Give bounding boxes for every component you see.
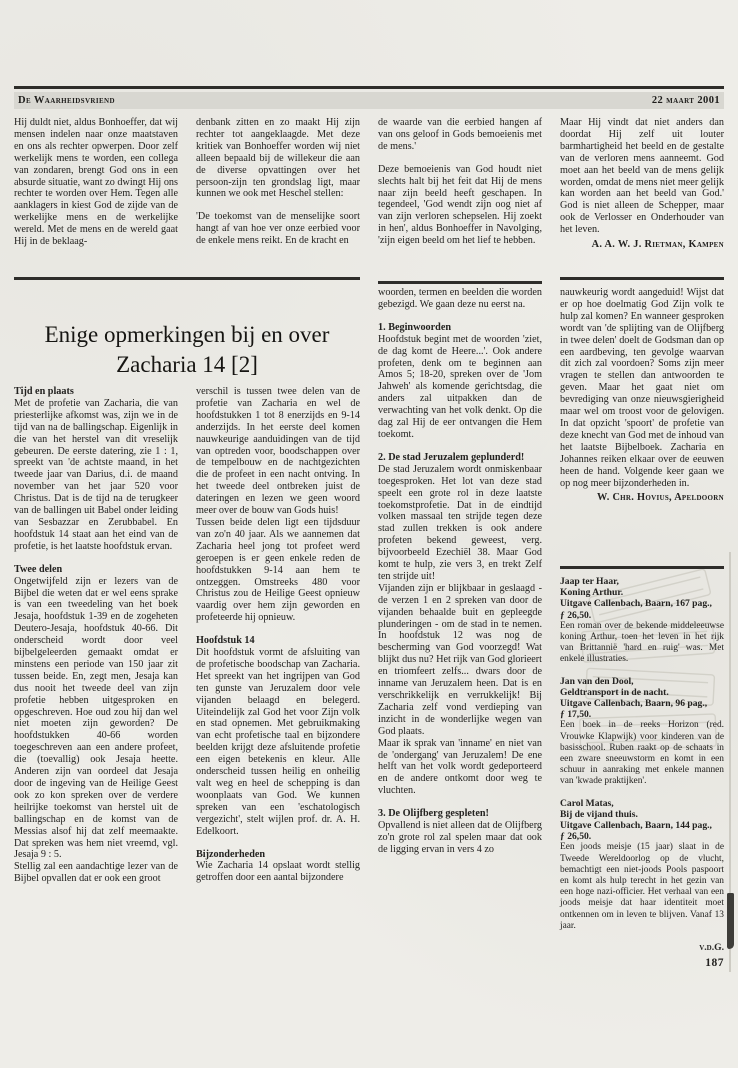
review-price: ƒ 26,50. (560, 609, 592, 621)
book-review (560, 676, 724, 788)
paragraph: verschil is tussen twee delen van de profetie van Zacharia en wel de hoofdstukken 1 tot 8 enerzijds en 9-14 anderzijds. In het eerste deel komen nauwkeurige aanduidingen van de tijd van optreden voor, boodschappen over de tempelbouw en de nachtgezichten die de profeet in een nacht ontving. In het tweede deel ontbreken juist de dateringen en lezen we geen woord meer over de bouw van Gods huis! (196, 386, 360, 517)
article-title (14, 320, 360, 380)
review-price: ƒ 17,50. (560, 709, 592, 721)
bonhoeffer-column-1 (14, 117, 178, 248)
masthead-top-rule (14, 86, 724, 89)
review-description: Een boek in de reeks Horizon (red. Vrouwke Klapwijk) voor kinderen van de basisschool. Ruben raakt op de schaats in een zware sneeuwstorm en komt in een schuur in aanraking met enkele mannen van 'kwade praktijken'. (560, 720, 724, 787)
divider-rule (560, 277, 724, 280)
paragraph: Met de profetie van Zacharia, die van priesterlijke afkomst was, zijn we in de tijd van na de ballingschap. Eigenlijk in die van het herstel van dit vreselijk gebeuren. De eerste datering, zie 1 : 1, spreekt van 'de achtste maand, in het tweede jaar van Darius, d.i. de maand november van het jaar 520 voor Christus. Dat is de tijd na de terugkeer van de ballingen uit Babel onder leiding van Sesbazzar en Zerubbabel. En hoofdstuk 14 staat aan het eind van de profetie, is het laatste hoofdstuk ervan. (14, 397, 178, 552)
section-heading: Tijd en plaats (14, 386, 74, 397)
bonhoeffer-column-3 (378, 117, 542, 247)
section-heading: 2. De stad Jeruzalem geplunderd! (378, 451, 525, 463)
quote-paragraph: de waarde van die eerbied hangen af van ons geloof in Gods bemoeienis met de mens.' (378, 117, 542, 152)
paragraph: woorden, termen en beelden die worden gebezigd. We gaan deze nu eerst na. (378, 287, 542, 310)
review-publisher: Uitgave Callenbach, Baarn, 96 pag., (560, 698, 708, 710)
review-author: Jaap ter Haar, (560, 576, 619, 587)
review-price: ƒ 26,50. (560, 831, 592, 843)
paragraph: De stad Jeruzalem wordt onmiskenbaar toegesproken. Het lot van deze stad speelt een grote rol in deze laatste toekomstprofetie. Dat in de eindtijd volken massaal ten strijde tegen deze stad zullen trekken is ook andere profeten bekend geweest, verg. bijvoorbeeld Ezechiël 38. Maar God komt te hulp, zie vers 3, en trekt Zelf ten strijde uit! (378, 463, 542, 582)
zacharia-column-2 (196, 386, 360, 884)
paragraph: Hoofdstuk begint met de woorden 'ziet, de dag komt de Heere...'. Ook andere profeten, denk om te beginnen aan Amos 5; 18-20, spreken over de 'Jom Jahweh' als komende gerichtsdag, die anders zal uitpakken dan de verwachting van het volk denkt. Op die dag zal Hij de eer ontvangen die Hem toekomt. (378, 333, 542, 440)
review-book-title: Geldtransport in de nacht. (560, 686, 669, 698)
paragraph: Vijanden zijn er blijkbaar in geslaagd - de verzen 1 en 2 spreken van door de vijanden behaalde buit en gepleegde plunderingen - om de stad in te nemen. In hoofdstuk 12 was nog de bescherming van God voorzegd! Wat blijkt dus nu? Het rijk van God glorieert en triomfeert zelfs... dwars door de inname van Jeruzalem heen. Dat is en verschrikkelijk en verrukkelijk! Bij Zacharia zelf vond verdieping van inzicht in de wonderlijke wegen van God plaats. (378, 582, 542, 737)
paragraph: Deze bemoeienis van God houdt niet slechts halt bij het feit dat Hij de mens naar zijn beeld heeft geschapen. In tegendeel, 'God wendt zijn oog niet af van zijn verloren schepselen. Hij zoekt in hen', aldus Bonhoeffer in Navolging, 'zijn eigen beeld om het lief te hebben. (378, 163, 542, 247)
review-publisher: Uitgave Callenbach, Baarn, 144 pag., (560, 820, 712, 832)
paragraph: Hij duldt niet, aldus Bonhoeffer, dat wij mensen indelen naar onze maatstaven en ons als rechter opwerpen. Door zelf werkelijk mens te worden, een collega van zondaren, brengt God ons in een absurde situatie, want zo dwingt Hij ons rechter te worden over Hem. Tegen alle aanklagers in kiest God de zijde van de werkelijke mens en de werkelijke wereld. Met de mens en de wereld gaat Hij in de beklaag- (14, 117, 178, 248)
divider-rule (378, 281, 542, 284)
masthead-title: De Waarheidsvriend (18, 95, 115, 106)
review-description: Een joods meisje (15 jaar) slaat in de Tweede Wereldoorlog op de vlucht, bemachtigt een niet-joods Pools paspoort en komt als hulp terecht in het gezin van een hoge nazi-officier. Het verhaal van een joods meisje dat haar identiteit moet ontkennen om in leven te blijven. Vanaf 13 jaar. (560, 842, 724, 931)
section-heading: Bijzonderheden (196, 848, 266, 860)
paragraph: denbank zitten en zo maakt Hij zijn rechter tot aangeklaagde. Met deze kritiek van Bonhoeffer worden wij niet alleen bepaald bij de willekeur die aan de diverse opvattingen over het persoon-zijn ten grondslag ligt, maar kunnen we ook met Heschel stellen: (196, 117, 360, 200)
review-description: Een roman over de bekende middeleeuwse koning Arthur, toen het leven in het rijk van Brittannië 'hard en ruig' was. Met enkele illustraties. (560, 620, 724, 665)
divider-rule (14, 277, 360, 280)
bonhoeffer-column-4 (560, 117, 724, 251)
paragraph: Stellig zal een aandachtige lezer van de Bijbel opvallen dat er ook een groot (14, 861, 178, 885)
reviewer-initials: v.d.G. (699, 942, 724, 954)
zacharia-column-1 (14, 386, 178, 885)
book-review (560, 576, 724, 666)
masthead-date: 22 maart 2001 (651, 95, 720, 106)
paragraph: Opvallend is niet alleen dat de Olijfberg zo'n grote rol zal spelen maar dat ook de ligging ervan in vers 4 zo (378, 820, 542, 855)
bonhoeffer-column-2 (196, 117, 360, 247)
zacharia-column-3 (378, 287, 542, 856)
section-heading: 1. Beginwoorden (378, 321, 452, 333)
author-signature: W. Chr. Hovius, Apeldoorn (597, 492, 724, 504)
paragraph: Maar ik sprak van 'inname' en niet van de 'ondergang' van Jeruzalem! De ene helft van het volk wordt gedeporteerd en de andere ontkomt door weg te vluchten. (378, 737, 542, 797)
book-reviews (560, 576, 724, 970)
review-author: Carol Matas, (560, 797, 614, 809)
review-author: Jan van den Dool, (560, 675, 634, 687)
article-title-line1: Enige opmerkingen bij en over (44, 322, 330, 347)
masthead (14, 92, 724, 109)
book-review (560, 798, 724, 932)
paragraph: Dit hoofdstuk vormt de afsluiting van de profetische boodschap van Zacharia. Het spreekt van het ingrijpen van God ten gunste van Jeruzalem door vele vijanden belaagd en belegerd. Uiteindelijk zal God het voor Zijn volk en stad opnemen. Met gebruikmaking van echt profetische taal en bijzondere beelden krijgt deze afsluitende profetie een eigen betekenis en kleur. Alle onderscheid tussen heilig en onheilig valt weg en heel de schepping is dan woonplaats van God. We kunnen spreken van een 'eschatologisch vergezicht', stelt wijlen prof. dr. A. H. Edelkoort. (196, 647, 360, 837)
paragraph: Tussen beide delen ligt een tijdsduur van zo'n 40 jaar. Als we aannemen dat Zacharia heel jong tot profeet werd geroepen is er geen enkele reden de hoofdstukken 9-14 aan hem te ontzeggen. Omstreeks 480 voor Christus zou de Heilige Geest opnieuw vaardig over hem zijn geworden en profeteerde hij opnieuw. (196, 516, 360, 624)
article-title-line2: Zacharia 14 [2] (116, 352, 258, 377)
quote-paragraph: 'De toekomst van de menselijke soort hangt af van hoe ver onze eerbied voor de enkele mens reikt. En de kracht en (196, 211, 360, 247)
review-book-title: Koning Arthur. (560, 587, 624, 599)
page-number: 187 (705, 957, 724, 970)
paragraph: Maar Hij vindt dat niet anders dan doordat Hij zelf uit louter barmhartigheid het beeld en de gestalte van de verloren mens aanneemt. God moet aan het beeld van de mens gelijk worden, omdat de mens niet meer gelijk kan worden aan het beeld van God.' God is niet alleen de Schepper, maar ook de Verlosser en Onderhouder van het leven. (560, 117, 724, 236)
paragraph: Ongetwijfeld zijn er lezers van de Bijbel die weten dat er wel eens sprake is van een tweedeling van het boek Jesaja, hoofdstuk 1-39 en de zogeheten Deutero-Jesaja, hoofdstuk 40-66. Dit onderscheid wordt door veel bijbelgeleerden gemaakt omdat er minstens een periode van 150 jaar zit tussen beide. En, zegt men, Jesaja kan dus nooit het tweede deel van zijn profetie hebben uitgesproken en opgeschreven. Hoe oud zou hij dan wel niet moeten zijn geworden? De hoofdstukken 40-66 worden toegeschreven aan een andere profeet, die (toevallig) ook Jesaja heette. Anderen zijn van oordeel dat Jesaja door de ingeving van de Heilige Geest ook zo kon spreken over de verdere heilrijke toekomst van herstel uit de ballingschap en de komst van de Messias alsof hij dat zelf meemaakte. Dat spreken was hem niet vreemd, vgl. Jesaja 9 : 5. (14, 575, 178, 861)
scan-edge-mark (727, 893, 734, 949)
section-heading: Hoofdstuk 14 (196, 635, 255, 647)
section-heading: 3. De Olijfberg gespleten! (378, 808, 489, 820)
zacharia-column-4 (560, 287, 724, 504)
paragraph: nauwkeurig wordt aangeduid! Wijst dat er op hoe doelmatig God Zijn volk te hulp zal komen? En wanneer gesproken wordt van 'de splijting van de Olijfberg in twee delen' doelt de Godsman dan op een aardbeving, ten gevolge waarvan dit zich zal voordoen? Soms zijn meer vragen te stellen dan antwoorden te geven. Maar het gaat niet om bevrediging van onze nieuwsgierigheid maar wel om troost voor de gelovigen. In dat opzicht 'spoort' de profetie van deze knecht van God met de inhoud van het laatste Bijbelboek. Zacharia en Johannes reiken elkaar over de eeuwen heen de hand. Volgende keer gaan we op nog meer bijzonderheden in. (560, 287, 724, 489)
paragraph: Wie Zacharia 14 opslaat wordt stellig getroffen door een aantal bijzondere (196, 860, 360, 884)
divider-rule (560, 566, 724, 569)
review-book-title: Bij de vijand thuis. (560, 808, 638, 820)
review-publisher: Uitgave Callenbach, Baarn, 167 pag., (560, 598, 712, 610)
author-signature: A. A. W. J. Rietman, Kampen (591, 239, 724, 251)
section-heading: Twee delen (14, 563, 63, 575)
